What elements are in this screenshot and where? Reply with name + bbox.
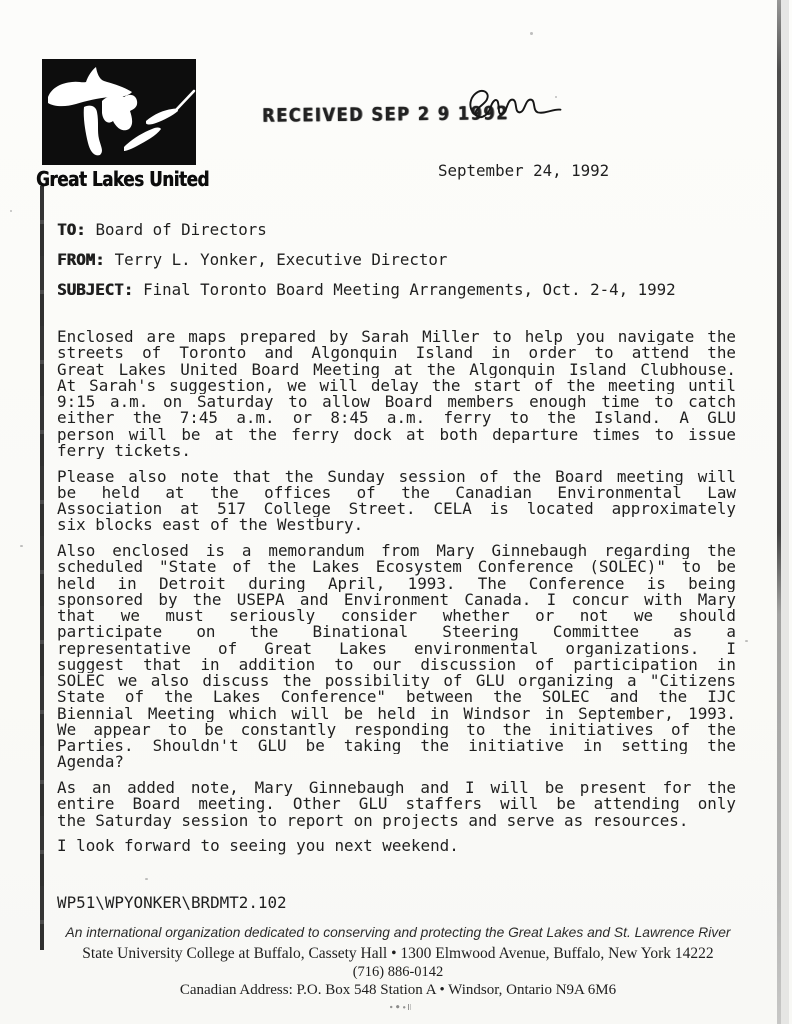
text-line: representative of Great Lakes environmental organizations. I bbox=[57, 640, 736, 657]
text-line: Great Lakes United Board Meeting at the Algonquin Island Clubhouse. bbox=[57, 361, 736, 378]
paragraph bbox=[57, 838, 736, 854]
footer-canadian-address: Canadian Address: P.O. Box 548 Station A • Windsor, Ontario N9A 6M6 bbox=[179, 982, 617, 998]
from-label: FROM: bbox=[57, 250, 105, 269]
text-line: As an added note, Mary Ginnebaugh and I will be present for the bbox=[57, 780, 736, 797]
text-line: be held at the offices of the Canadian Environmental Law bbox=[57, 484, 736, 501]
text-line: Biennial Meeting which will be held in Windsor in September, 1993. bbox=[57, 705, 736, 722]
memo-header bbox=[57, 220, 737, 310]
text-line: sponsored by the USEPA and Environment Canada. I concur with Mary bbox=[57, 591, 736, 608]
text-line: Also enclosed is a memorandum from Mary Ginnebaugh regarding the bbox=[57, 543, 736, 560]
footer-phone: (716) 886-0142 bbox=[352, 964, 444, 980]
printers-union-bug bbox=[386, 1004, 412, 1010]
scan-speck bbox=[745, 640, 748, 642]
letterhead-left-rule bbox=[40, 186, 44, 950]
footer-us-address: State University College at Buffalo, Cassety Hall • 1300 Elmwood Avenue, Buffalo, New York 14222 bbox=[82, 945, 714, 962]
text-line: that we must seriously consider whether or not we should bbox=[57, 608, 736, 625]
text-line: ferry tickets. bbox=[57, 442, 191, 459]
text-line: entire Board meeting. Other GLU staffers will be attending only bbox=[57, 796, 736, 813]
text-line: streets of Toronto and Algonquin Island in order to attend the bbox=[57, 345, 736, 362]
paragraph bbox=[57, 543, 736, 771]
great-lakes-logo bbox=[42, 59, 196, 165]
memo-from-line bbox=[57, 250, 737, 280]
scan-edge-shadow bbox=[781, 0, 789, 1024]
text-line: Parties. Shouldn't GLU be taking the initiative in setting the bbox=[57, 738, 736, 755]
date-line: September 24, 1992 bbox=[438, 161, 610, 180]
text-line: Please also note that the Sunday session of the Board meeting will bbox=[57, 468, 736, 485]
text-line: 9:15 a.m. on Saturday to allow Board members enough time to catch bbox=[57, 394, 736, 411]
text-line: either the 7:45 a.m. or 8:45 a.m. ferry to the Island. A GLU bbox=[57, 410, 736, 427]
file-reference: WP51\WPYONKER\BRDMT2.102 bbox=[57, 893, 287, 912]
paragraph bbox=[57, 329, 736, 459]
received-stamp: RECEIVED SEP 2 9 1992 bbox=[262, 102, 510, 127]
text-line: We appear to be constantly responding to the initiatives of the bbox=[57, 721, 736, 738]
text-line: scheduled "State of the Lakes Ecosystem Conference (SOLEC)" to be bbox=[57, 559, 736, 576]
memo-subject-line bbox=[57, 280, 737, 310]
text-line: State of the Lakes Conference" between the SOLEC and the IJC bbox=[57, 689, 736, 706]
memo-to-line bbox=[57, 220, 737, 250]
subject-value: Final Toronto Board Meeting Arrangements, Oct. 2-4, 1992 bbox=[143, 280, 676, 299]
from-value: Terry L. Yonker, Executive Director bbox=[114, 250, 448, 269]
text-line: participate on the Binational Steering Committee as a bbox=[57, 624, 736, 641]
text-line: At Sarah's suggestion, we will delay the start of the meeting until bbox=[57, 377, 736, 394]
text-line: suggest that in addition to our discussion of participation in bbox=[57, 656, 736, 673]
text-line: Association at 517 College Street. CELA is located approximately bbox=[57, 501, 736, 518]
text-line: six blocks east of the Westbury. bbox=[57, 517, 364, 534]
handwritten-initials bbox=[465, 84, 565, 132]
text-line: SOLEC we also discuss the possibility of GLU organizing a "Citizens bbox=[57, 673, 736, 690]
footer-tagline: An international organization dedicated to conserving and protecting the Great Lakes and St. Lawrence River bbox=[65, 925, 731, 940]
text-line: held in Detroit during April, 1993. The Conference is being bbox=[57, 575, 736, 592]
great-lakes-map-icon bbox=[42, 59, 196, 165]
text-line: person will be at the ferry dock at both departure times to issue bbox=[57, 426, 736, 443]
subject-label: SUBJECT: bbox=[57, 280, 134, 299]
scan-speck bbox=[10, 210, 12, 212]
letterhead-wordmark: Great Lakes United bbox=[36, 168, 209, 192]
to-value: Board of Directors bbox=[95, 220, 267, 239]
text-line: I look forward to seeing you next weekend. bbox=[57, 838, 459, 855]
to-label: TO: bbox=[57, 220, 86, 239]
text-line: Agenda? bbox=[57, 754, 124, 771]
scan-speck bbox=[20, 545, 23, 547]
text-line: the Saturday session to report on projects and serve as resources. bbox=[57, 812, 689, 829]
paragraph bbox=[57, 469, 736, 534]
scan-speck bbox=[530, 32, 533, 35]
paragraph bbox=[57, 780, 736, 829]
text-line: Enclosed are maps prepared by Sarah Miller to help you navigate the bbox=[57, 329, 736, 346]
letter-body bbox=[57, 329, 736, 864]
scan-speck bbox=[145, 878, 148, 880]
